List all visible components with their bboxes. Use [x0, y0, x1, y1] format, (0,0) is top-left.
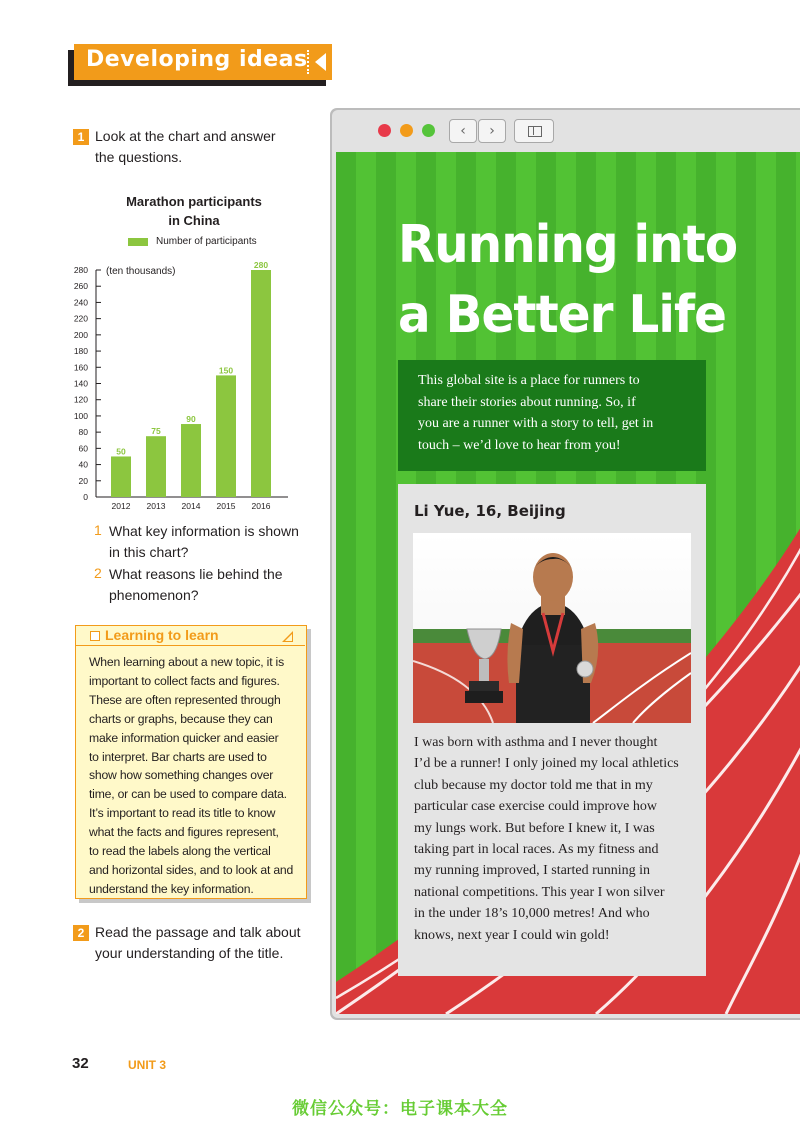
activity-2-instruction-line2: your understanding of the title.	[95, 945, 284, 961]
intro-line: This global site is a place for runners to	[418, 373, 640, 388]
bar-value-label: 75	[151, 426, 161, 437]
learning-box-panel	[75, 625, 307, 899]
learning-box-header	[76, 626, 305, 646]
activity-2-instruction-line1: Read the passage and talk about	[95, 924, 301, 940]
forward-button[interactable]	[478, 119, 506, 143]
learning-box-line: show how something changes over	[89, 768, 274, 783]
y-tick-label: 20	[78, 475, 88, 486]
y-tick-label: 40	[78, 459, 88, 470]
story-line: in the under 18’s 10,000 metres! And who	[414, 906, 650, 922]
story-line: I’d be a runner! I only joined my local athletics	[414, 756, 679, 772]
learning-box-line: to read the labels along the vertical	[89, 844, 271, 859]
learning-box-line: These are often represented through	[89, 692, 281, 707]
activity-1-instruction-line1: Look at the chart and answer	[95, 128, 276, 144]
y-tick-label: 140	[73, 378, 88, 389]
y-tick-label: 200	[73, 329, 88, 340]
learning-box-line: understand the key information.	[89, 881, 254, 896]
bar	[181, 424, 201, 497]
y-tick-label: 160	[73, 362, 88, 373]
chart-title-line1: Marathon participants	[126, 194, 262, 209]
maximize-window-dot[interactable]	[422, 124, 435, 137]
story-line: my running improved, I started running in	[414, 863, 651, 879]
story-line: I was born with asthma and I never thought	[414, 735, 658, 750]
back-button[interactable]	[449, 119, 477, 143]
watermark: 微信公众号：电子课本大全	[292, 1099, 508, 1119]
legend-label: Number of participants	[156, 236, 257, 247]
story-line: knows, next year I could win gold!	[414, 927, 610, 943]
learning-box-line: charts or graphs, because they can	[89, 711, 273, 726]
bar	[146, 436, 166, 497]
section-header-divider	[307, 50, 309, 74]
bar	[216, 375, 236, 497]
bar-value-label: 50	[116, 446, 126, 457]
close-window-dot[interactable]	[378, 124, 391, 137]
learning-box-line: and horizontal sides, and to look at and	[89, 862, 294, 877]
bar-chart	[66, 256, 296, 516]
browser-viewport	[336, 152, 800, 1014]
section-title: Developing ideas	[86, 47, 308, 72]
learning-box-body	[89, 653, 301, 899]
question-2-number: 2	[94, 565, 102, 581]
legend-swatch	[128, 238, 148, 246]
chart-title-line2: in China	[168, 213, 220, 228]
activity-2-number: 2	[73, 925, 89, 941]
chart-title	[110, 192, 278, 230]
site-intro	[398, 360, 706, 471]
story-author: Li Yue, 16, Beijing	[414, 502, 566, 520]
learning-box-line: It’s important to read its title to know	[89, 806, 276, 821]
sidebar-icon	[528, 126, 542, 137]
x-tick-label: 2014	[181, 501, 201, 511]
story-text	[414, 732, 698, 946]
sidebar-toggle-button[interactable]	[514, 119, 554, 143]
intro-line: touch – we’d love to hear from you!	[418, 437, 621, 453]
question-1-line2: in this chart?	[109, 544, 189, 560]
minimize-window-dot[interactable]	[400, 124, 413, 137]
activity-1-instruction-line2: the questions.	[95, 149, 183, 165]
bar-value-label: 90	[186, 414, 196, 425]
chevron-right-icon: ›	[489, 123, 495, 139]
learning-box-title: Learning to learn	[105, 627, 219, 643]
learning-box-line: When learning about a new topic, it is	[89, 655, 284, 669]
learning-box-line: time, or can be used to compare data.	[89, 787, 287, 802]
story-card	[398, 484, 706, 976]
corner-triangle-inner	[285, 634, 292, 641]
story-line: club because my doctor told me that in my	[414, 777, 653, 793]
triangle-left-icon	[315, 53, 326, 71]
runner-photo	[413, 533, 691, 723]
y-tick-label: 60	[78, 443, 88, 454]
activity-1-number: 1	[73, 129, 89, 145]
site-title-line2: a Better Life	[398, 285, 726, 345]
bar-value-label: 150	[218, 365, 234, 376]
story-line: particular case exercise could improve how	[414, 799, 657, 815]
section-header	[68, 44, 332, 86]
x-tick-label: 2015	[216, 501, 236, 511]
bar	[251, 270, 271, 497]
page-number: 32	[72, 1055, 89, 1072]
y-tick-label: 80	[78, 427, 88, 438]
y-tick-label: 260	[73, 281, 88, 292]
question-1-line1: What key information is shown	[109, 523, 299, 539]
y-tick-label: 220	[73, 313, 88, 324]
bar	[111, 456, 131, 497]
y-tick-label: 100	[73, 410, 88, 421]
x-tick-label: 2013	[146, 501, 166, 511]
y-tick-label: 280	[73, 265, 88, 275]
question-2-line1: What reasons lie behind the	[109, 566, 283, 582]
learning-box-line: important to collect facts and figures.	[89, 673, 280, 688]
y-tick-label: 120	[73, 394, 88, 405]
story-line: national competitions. This year I won silver	[414, 884, 665, 900]
y-tick-label: 0	[83, 492, 88, 502]
runner-photo-image	[413, 533, 691, 723]
square-icon	[90, 631, 100, 641]
chevron-left-icon: ‹	[460, 123, 466, 139]
y-tick-label: 180	[73, 346, 88, 357]
browser-window	[330, 108, 800, 1020]
learning-box-line: what the facts and figures represent,	[89, 825, 279, 840]
y-unit-label: (ten thousands)	[106, 266, 176, 277]
learning-to-learn-box	[75, 625, 311, 903]
x-tick-label: 2012	[111, 501, 131, 511]
story-line: taking part in local races. As my fitness and	[414, 842, 659, 858]
intro-line: share their stories about running. So, if	[418, 394, 636, 410]
x-tick-label: 2016	[251, 501, 271, 511]
bar-value-label: 280	[253, 260, 269, 270]
section-header-bar	[74, 44, 332, 80]
learning-box-line: make information quicker and easier	[89, 730, 279, 745]
unit-label: UNIT 3	[128, 1058, 167, 1072]
intro-line: you are a runner with a story to tell, get in	[418, 416, 654, 431]
question-1-number: 1	[94, 522, 102, 538]
site-title	[398, 210, 770, 350]
learning-box-line: to interpret. Bar charts are used to	[89, 749, 267, 764]
story-line: my lungs work. But before I knew it, I was	[414, 820, 655, 836]
y-tick-label: 240	[73, 297, 88, 308]
question-2-line2: phenomenon?	[109, 587, 199, 603]
site-title-line1: Running into	[398, 215, 738, 275]
